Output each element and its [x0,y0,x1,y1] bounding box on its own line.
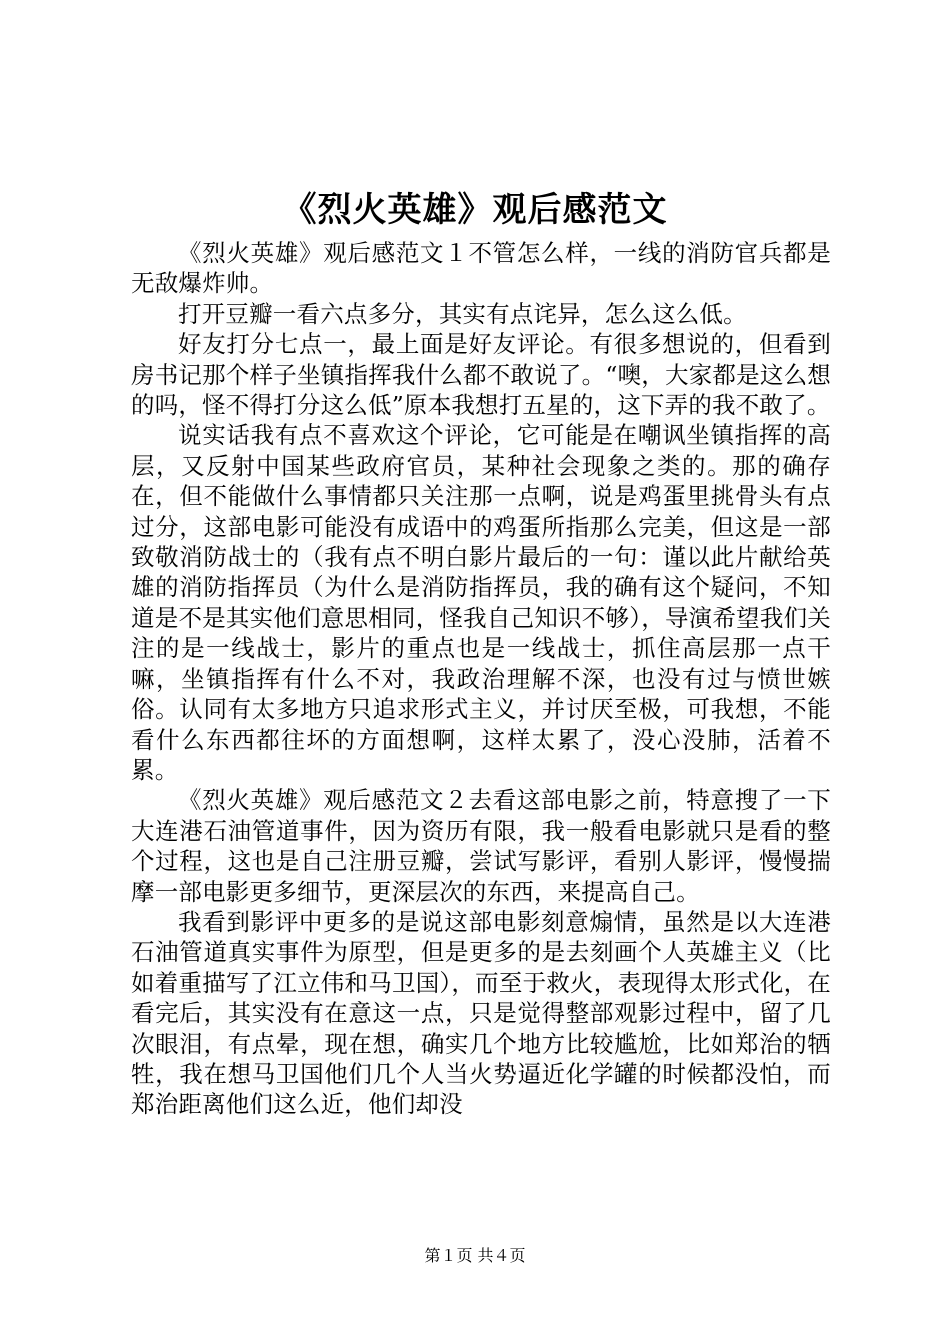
document-title: 《烈火英雄》观后感范文 [282,190,668,230]
paragraph-6: 我看到影评中更多的是说这部电影刻意煽情，虽然是以大连港石油管道真实事件为原型，但是更多的是去刻画个人英雄主义（比如着重描写了江立伟和马卫国），而至于救火，表现得太形式化，在看完后，其实没有在意这一点，只是觉得整部观影过程中，留了几次眼泪，有点晕，现在想，确实几个地方比较尴尬，比如郑治的牺牲，我在想马卫国他们几个人当火势逼近化学罐的时候都没怕，而郑治距离他们这么近，他们却没 [131,907,831,1119]
paragraph-3: 好友打分七点一，最上面是好友评论。有很多想说的，但看到房书记那个样子坐镇指挥我什么都不敢说了。“噢，大家都是这么想的吗，怪不得打分这么低”原本我想打五星的，这下弄的我不敢了。 [131,330,831,420]
document-body [131,238,831,1120]
paragraph-1: 《烈火英雄》观后感范文１不管怎么样，一线的消防官兵都是无敌爆炸帅。 [131,239,831,298]
page-footer: 第１页 共４页 [424,1246,526,1265]
paragraph-4: 说实话我有点不喜欢这个评论，它可能是在嘲讽坐镇指挥的高层，又反射中国某些政府官员，某种社会现象之类的。那的确存在，但不能做什么事情都只关注那一点啊，说是鸡蛋里挑骨头有点过分，这部电影可能没有成语中的鸡蛋所指那么完美，但这是一部致敬消防战士的（我有点不明白影片最后的一句：谨以此片献给英雄的消防指挥员（为什么是消防指挥员，我的确有这个疑问，不知道是不是其实他们意思相同，怪我自己知识不够），导演希望我们关注的是一线战士，影片的重点也是一线战士，抓住高层那一点干嘛，坐镇指挥有什么不对，我政治理解不深，也没有过与愤世嫉俗。认同有太多地方只追求形式主义，并讨厌至极，可我想，不能看什么东西都往坏的方面想啊，这样太累了，没心没肺，活着不累。 [131,421,831,784]
paragraph-2: 打开豆瓣一看六点多分，其实有点诧异，怎么这么低。 [178,299,747,328]
paragraph-5: 《烈火英雄》观后感范文２去看这部电影之前，特意搜了一下大连港石油管道事件，因为资历有限，我一般看电影就只是看的整个过程，这也是自己注册豆瓣，尝试写影评，看别人影评，慢慢揣摩一部电影更多细节，更深层次的东西，来提高自己。 [131,786,831,906]
